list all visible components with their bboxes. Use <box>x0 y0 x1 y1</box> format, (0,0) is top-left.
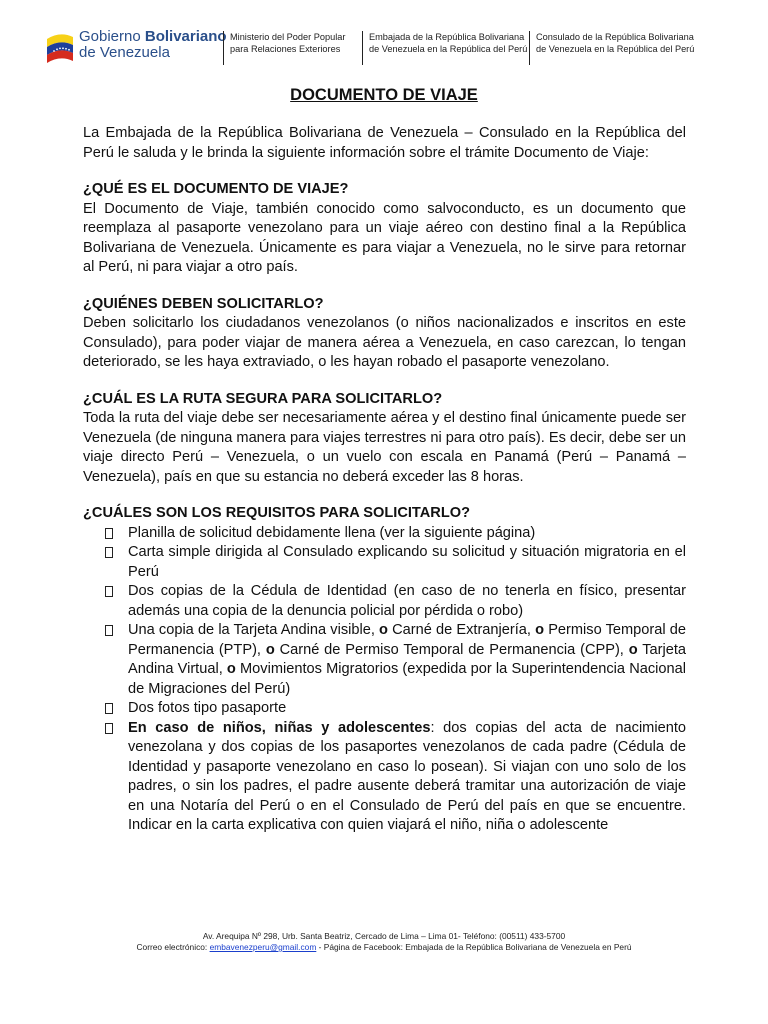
logo-text-regular: Gobierno <box>79 28 145 45</box>
list-item-text: Carné de Extranjería, <box>387 622 536 638</box>
header-consulate-line2: de Venezuela en la República del Perú <box>536 44 695 54</box>
requirements-list <box>83 524 686 836</box>
list-item <box>83 543 686 582</box>
list-item-text: Permiso Temporal de Permanencia (PTP), <box>128 622 686 658</box>
section-heading-requirements: ¿CUÁLES SON LOS REQUISITOS PARA SOLICITARLO? <box>83 505 471 521</box>
header-ministry-line2: para Relaciones Exteriores <box>230 44 341 54</box>
section-body-route: Toda la ruta del viaje debe ser necesariamente aérea y el destino final únicamente puede ser Venezuela (de ninguna manera para viajes terrestres ni para otro país). Es decir, debe ser un viaje directo Perú – Venezuela, o un vuelo con escala en Panamá (Perú – Panamá – Venezuela), país en que su estancia no deberá exceder las 8 horas. <box>83 410 686 485</box>
list-item <box>83 719 686 836</box>
letterhead <box>0 0 768 80</box>
bullet-box-icon <box>105 528 113 539</box>
logo-text-bold: Bolivariano <box>144 28 227 45</box>
section-heading-what: ¿QUÉ ES EL DOCUMENTO DE VIAJE? <box>83 181 349 197</box>
header-ministry <box>223 31 345 65</box>
list-item-text: Una copia de la Tarjeta Andina visible, <box>128 622 380 638</box>
footer-address: Av. Arequipa Nº 298, Urb. Santa Beatriz, Cercado de Lima – Lima 01- Teléfono: (00511) 433-5700 <box>202 931 566 941</box>
bullet-box-icon <box>105 723 113 734</box>
or-connector: o <box>379 622 388 638</box>
list-item-text: Planilla de solicitud debidamente llena (ver la siguiente página) <box>128 524 536 541</box>
list-item <box>83 621 686 699</box>
list-item-text: Dos fotos tipo pasaporte <box>128 700 287 716</box>
section-heading-route: ¿CUÁL ES LA RUTA SEGURA PARA SOLICITARLO? <box>83 390 443 407</box>
gobierno-bolivariano-logo <box>79 29 227 61</box>
or-connector: o <box>535 622 545 638</box>
list-item-text: Carta simple dirigida al Consulado explicando su solicitud y situación migratoria en el Perú <box>128 544 686 580</box>
list-item-bold-text: En caso de niños, niñas y adolescentes <box>128 719 431 736</box>
list-item <box>83 582 686 621</box>
header-embassy <box>362 31 527 65</box>
footer-email-label: Correo electrónico: <box>136 942 210 952</box>
document-title: DOCUMENTO DE VIAJE <box>290 86 478 104</box>
bullet-box-icon <box>105 547 113 558</box>
bullet-box-icon <box>105 625 113 636</box>
list-item-text: Carné de Permiso Temporal de Permanencia (CPP), <box>274 641 629 658</box>
header-consulate-line1: Consulado de la República Bolivariana <box>536 32 694 42</box>
email-link[interactable]: embavenezperu@gmail.com <box>209 942 317 952</box>
header-ministry-line1: Ministerio del Poder Popular <box>230 32 346 42</box>
footer-contact <box>0 942 768 953</box>
list-item <box>83 699 686 719</box>
footer <box>0 931 768 953</box>
header-embassy-line2: de Venezuela en la República del Perú <box>369 44 528 54</box>
intro-paragraph: La Embajada de la República Bolivariana de Venezuela – Consulado en la República del Perú le saluda y le brinda la siguiente información sobre el trámite Documento de Viaje: <box>83 125 686 161</box>
logo-text-line2: de Venezuela <box>79 44 170 61</box>
venezuela-flag-logo-icon <box>45 31 75 67</box>
or-connector: o <box>628 641 638 658</box>
list-item <box>83 524 686 544</box>
header-embassy-line1: Embajada de la República Bolivariana <box>369 32 525 42</box>
section-heading-who: ¿QUIÉNES DEBEN SOLICITARLO? <box>83 295 324 312</box>
or-connector: o <box>226 661 236 677</box>
document-body <box>83 124 686 836</box>
footer-facebook: - Página de Facebook: Embajada de la República Bolivariana de Venezuela en Perú <box>316 942 632 952</box>
or-connector: o <box>265 641 275 658</box>
list-item-text: Movimientos Migratorios (expedida por la Superintendencia Nacional de Migraciones del Perú) <box>128 661 686 697</box>
header-consulate <box>529 31 694 65</box>
bullet-box-icon <box>105 586 113 597</box>
list-item-text: Dos copias de la Cédula de Identidad (en caso de no tenerla en físico, presentar además una copia de la denuncia policial por pérdida o robo) <box>128 583 686 619</box>
list-item-text: Tarjeta Andina Virtual, <box>128 641 686 677</box>
section-body-who: Deben solicitarlo los ciudadanos venezolanos (o niños nacionalizados e inscritos en este Consulado), para poder viajar de manera aérea a Venezuela, en caso carezcan, lo tengan deteriorado, se les haya extraviado, o les hayan robado el pasaporte venezolano. <box>83 315 686 370</box>
list-item-text: : dos copias del acta de nacimiento venezolana y dos copias de los pasaportes venezolanos de cada padre (Cédula de Identidad y pasaporte venezolano en caso lo posean). Si viajan con uno solo de los padres, o sin los padres, el padre ausente deberá tramitar una autorización de viaje en una Notaría del Perú o en el Consulado de Perú del país en que se encuentre. Indicar en la carta explicativa con quien viajará el niño, niña o adolescente <box>128 719 686 833</box>
section-body-what: El Documento de Viaje, también conocido como salvoconducto, es un documento que reemplaza al pasaporte venezolano para un viaje aéreo con destino final a la República Bolivariana de Venezuela. Únicamente es para viajar a Venezuela, no le sirve para retornar al Perú, ni para viajar a otro país. <box>83 200 686 275</box>
bullet-box-icon <box>105 703 113 714</box>
